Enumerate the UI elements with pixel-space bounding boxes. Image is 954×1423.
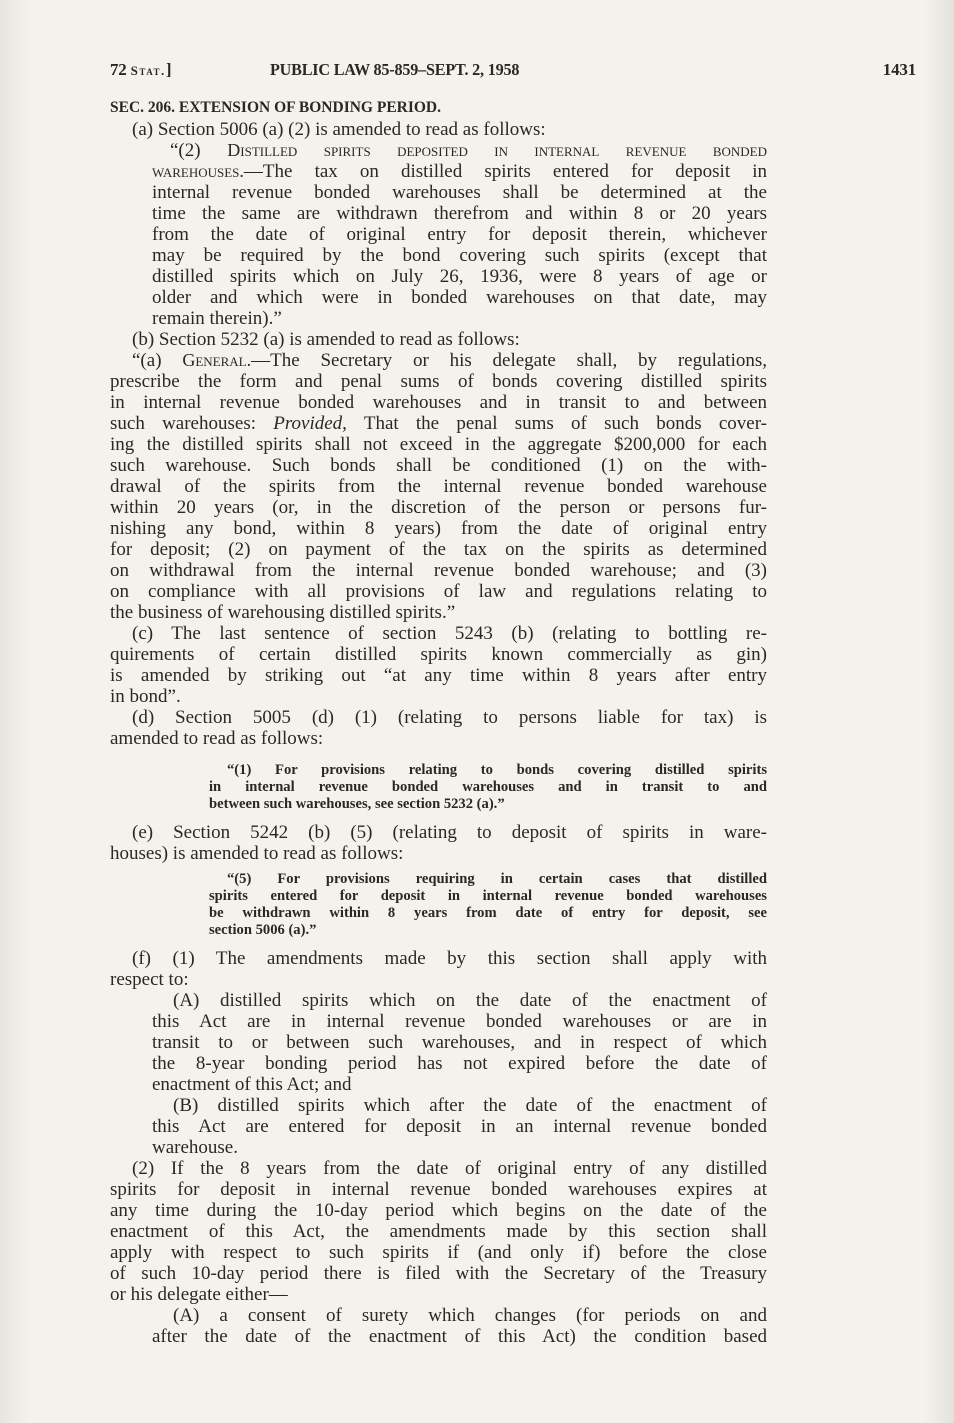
paragraph bbox=[152, 990, 767, 1095]
bracket: ] bbox=[165, 60, 172, 79]
text-line: on withdrawal from the internal revenue bonded warehouse; and (3) bbox=[110, 560, 767, 581]
paragraph bbox=[110, 822, 767, 864]
section-heading bbox=[110, 97, 767, 119]
paragraph bbox=[110, 329, 767, 350]
paragraph bbox=[110, 350, 767, 623]
text-segment: “(2) bbox=[170, 140, 228, 161]
statute-citation bbox=[110, 60, 171, 80]
volume-number: 72 bbox=[110, 60, 131, 79]
text-line: this Act are entered for deposit in an internal revenue bonded bbox=[152, 1116, 767, 1137]
text-line: (d) Section 5005 (d) (1) (relating to persons liable for tax) is bbox=[132, 707, 767, 728]
text-line bbox=[152, 140, 767, 161]
text-line: older and which were in bonded warehouses on that date, may bbox=[152, 287, 767, 308]
text-line: (A) a consent of surety which changes (for periods on and bbox=[173, 1305, 767, 1326]
text-line: is amended by striking out “at any time within 8 years after entry bbox=[110, 665, 767, 686]
text-segment: —The Secretary or his delegate shall, by regulations, bbox=[251, 350, 767, 371]
text-line: of such 10-day period there is filed with the Secretary of the Treasury bbox=[110, 1263, 767, 1284]
text-line: houses) is amended to read as follows: bbox=[110, 843, 404, 864]
text-line: apply with respect to such spirits if (and only if) before the close bbox=[110, 1242, 767, 1263]
text-line: (2) If the 8 years from the date of original entry of any distilled bbox=[132, 1158, 767, 1179]
text-line: (A) distilled spirits which on the date of the enactment of bbox=[173, 990, 767, 1011]
text-segment: warehouses. bbox=[152, 161, 244, 181]
paragraph bbox=[152, 1095, 767, 1158]
text-line: in internal revenue bonded warehouses and in transit to and between bbox=[110, 392, 767, 413]
text-line: SEC. 206. EXTENSION OF BONDING PERIOD. bbox=[110, 99, 442, 116]
text-line: “(1) For provisions relating to bonds covering distilled spirits bbox=[227, 762, 767, 778]
paragraph bbox=[110, 623, 767, 707]
page-number: 1431 bbox=[882, 60, 916, 79]
paragraph bbox=[110, 119, 767, 140]
text-line: drawal of the spirits from the internal revenue bonded warehouse bbox=[110, 476, 767, 497]
text-line: may be required by the bond covering such spirits (except that bbox=[152, 245, 767, 266]
text-line: distilled spirits which on July 26, 1936, were 8 years of age or bbox=[152, 266, 767, 287]
text-line: in internal revenue bonded warehouses and in transit to and bbox=[209, 779, 767, 795]
text-line: (B) distilled spirits which after the date of the enactment of bbox=[173, 1095, 767, 1116]
text-line: for deposit; (2) on payment of the tax on the spirits as determined bbox=[110, 539, 767, 560]
paragraph bbox=[110, 707, 767, 749]
text-line: spirits for deposit in internal revenue bonded warehouses expires at bbox=[110, 1179, 767, 1200]
text-line: between such warehouses, see section 5232 (a).” bbox=[209, 796, 505, 812]
text-line: within 20 years (or, in the discretion of the person or persons fur- bbox=[110, 497, 767, 518]
text-line: warehouse. bbox=[152, 1137, 238, 1158]
text-line: the 8-year bonding period has not expired before the date of bbox=[152, 1053, 767, 1074]
text-line: “(5) For provisions requiring in certain cases that distilled bbox=[227, 871, 767, 887]
text-line: any time during the 10-day period which begins on the date of the bbox=[110, 1200, 767, 1221]
paragraph bbox=[152, 1305, 767, 1347]
text-line: this Act are in internal revenue bonded warehouses or are in bbox=[152, 1011, 767, 1032]
text-segment: Provided, bbox=[273, 413, 347, 434]
text-line: quirements of certain distilled spirits known commercially as gin) bbox=[110, 644, 767, 665]
text-line: after the date of the enactment of this Act) the condition based bbox=[152, 1326, 767, 1347]
document-body bbox=[110, 97, 767, 1347]
text-line: (a) Section 5006 (a) (2) is amended to read as follows: bbox=[132, 119, 546, 140]
text-line: internal revenue bonded warehouses shall be determined at the bbox=[152, 182, 767, 203]
text-segment: That the penal sums of such bonds cover- bbox=[346, 413, 767, 434]
text-segment: “(a) bbox=[132, 350, 183, 371]
text-line bbox=[152, 161, 767, 182]
quoted-amendment bbox=[209, 871, 767, 939]
law-title: PUBLIC LAW 85-859–SEPT. 2, 1958 bbox=[270, 60, 520, 79]
text-line: in bond”. bbox=[110, 686, 181, 707]
text-segment: such warehouses: bbox=[110, 413, 274, 434]
text-line: time the same are withdrawn therefrom and within 8 or 20 years bbox=[152, 203, 767, 224]
text-line: respect to: bbox=[110, 969, 189, 990]
text-line: spirits entered for deposit in internal revenue bonded warehouses bbox=[209, 888, 767, 904]
text-line: section 5006 (a).” bbox=[209, 922, 317, 938]
text-line: transit to or between such warehouses, and in respect of which bbox=[152, 1032, 767, 1053]
text-line: (f) (1) The amendments made by this section shall apply with bbox=[132, 948, 767, 969]
text-segment: Distilled spirits deposited in internal revenue bonded bbox=[227, 140, 768, 160]
paragraph bbox=[110, 948, 767, 990]
text-line: or his delegate either— bbox=[110, 1284, 288, 1305]
text-line: from the date of original entry for deposit therein, whichever bbox=[152, 224, 767, 245]
text-line: prescribe the form and penal sums of bonds covering distilled spirits bbox=[110, 371, 767, 392]
text-line: remain therein).” bbox=[152, 308, 282, 329]
text-line: on compliance with all provisions of law and regulations relating to bbox=[110, 581, 767, 602]
text-line: (b) Section 5232 (a) is amended to read as follows: bbox=[132, 329, 520, 350]
paragraph bbox=[110, 1158, 767, 1305]
text-line: the business of warehousing distilled spirits.” bbox=[110, 602, 456, 623]
text-line: nishing any bond, within 8 years) from the date of original entry bbox=[110, 518, 767, 539]
text-line bbox=[110, 350, 767, 371]
text-line: such warehouse. Such bonds shall be conditioned (1) on the with- bbox=[110, 455, 767, 476]
text-line: ing the distilled spirits shall not exceed in the aggregate $200,000 for each bbox=[110, 434, 767, 455]
volume-abbr: Stat. bbox=[130, 63, 166, 78]
text-line: (e) Section 5242 (b) (5) (relating to deposit of spirits in ware- bbox=[132, 822, 767, 843]
text-line: enactment of this Act, the amendments made by this section shall bbox=[110, 1221, 767, 1242]
paragraph bbox=[152, 140, 767, 329]
text-line: (c) The last sentence of section 5243 (b) (relating to bottling re- bbox=[132, 623, 767, 644]
text-line: enactment of this Act; and bbox=[152, 1074, 352, 1095]
quoted-amendment bbox=[209, 762, 767, 813]
text-line bbox=[110, 413, 767, 434]
text-segment: —The tax on distilled spirits entered for deposit in bbox=[243, 161, 767, 182]
text-line: amended to read as follows: bbox=[110, 728, 324, 749]
running-header bbox=[110, 60, 916, 84]
text-segment: General. bbox=[182, 350, 252, 370]
text-line: be withdrawn within 8 years from date of entry for deposit, see bbox=[209, 905, 767, 921]
